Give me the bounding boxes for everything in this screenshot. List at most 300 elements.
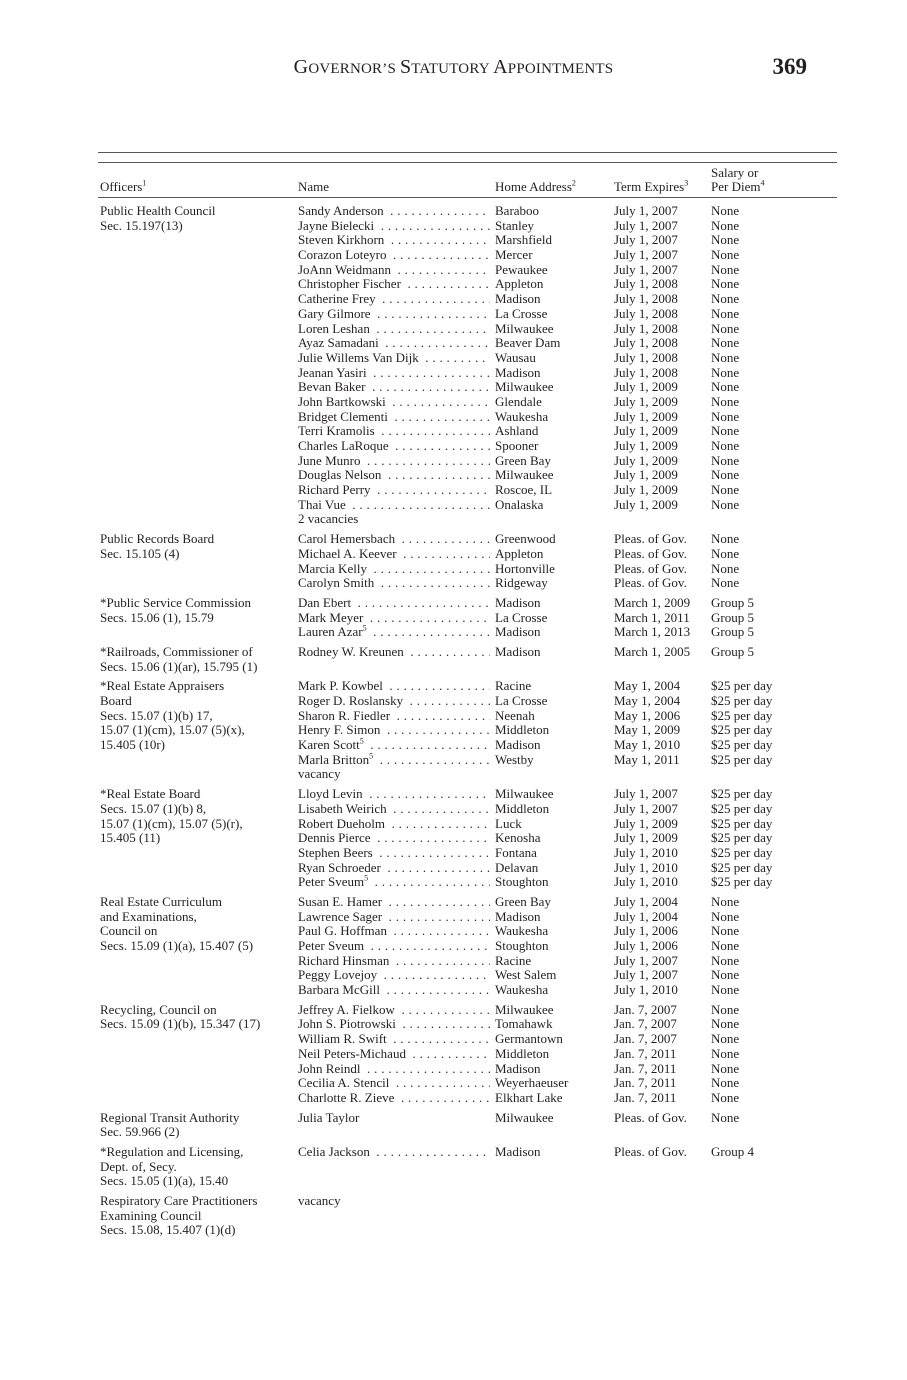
table-row bbox=[0, 576, 907, 591]
appointee-name-text: Stephen Beers bbox=[298, 846, 376, 860]
appointee-name bbox=[298, 1003, 490, 1018]
appointee-name bbox=[298, 439, 490, 454]
home-address: Milwaukee bbox=[495, 320, 554, 336]
appointee-name bbox=[298, 322, 490, 337]
table-row bbox=[0, 1125, 907, 1140]
appointee-name-text: Loren Leshan bbox=[298, 322, 373, 336]
salary: Group 4 bbox=[711, 1143, 754, 1159]
salary: None bbox=[711, 982, 740, 998]
term-expires: Jan. 7, 2007 bbox=[614, 1001, 677, 1017]
salary: None bbox=[711, 952, 740, 968]
term-expires: July 1, 2007 bbox=[614, 967, 678, 983]
home-address: Germantown bbox=[495, 1031, 563, 1047]
home-address: Marshfield bbox=[495, 232, 553, 248]
salary: None bbox=[711, 408, 740, 424]
term-expires: July 1, 2009 bbox=[614, 815, 678, 831]
salary: None bbox=[711, 1016, 740, 1032]
agency-group bbox=[0, 532, 907, 591]
appointee-name bbox=[298, 468, 490, 483]
appointee-name bbox=[298, 723, 490, 738]
agency-line: 15.07 (1)(cm), 15.07 (5)(r), bbox=[100, 815, 243, 831]
agency-group bbox=[0, 596, 907, 640]
salary: None bbox=[711, 423, 740, 439]
term-expires: July 1, 2008 bbox=[614, 291, 678, 307]
home-address: Madison bbox=[495, 291, 541, 307]
salary: $25 per day bbox=[711, 815, 773, 831]
home-address: Milwaukee bbox=[495, 1109, 554, 1125]
salary: Group 5 bbox=[711, 624, 754, 640]
appointee-name bbox=[298, 1194, 490, 1209]
appointee-name-text: Charles LaRoque bbox=[298, 439, 392, 453]
term-expires: July 1, 2010 bbox=[614, 874, 678, 890]
appointee-name bbox=[298, 1209, 490, 1224]
appointee-name-text: Corazon Loteyro bbox=[298, 248, 389, 262]
home-address: Milwaukee bbox=[495, 467, 554, 483]
term-expires: July 1, 2008 bbox=[614, 276, 678, 292]
table-row bbox=[0, 1145, 907, 1160]
home-address: Luck bbox=[495, 815, 522, 831]
appointee-name bbox=[298, 954, 490, 969]
appointee-name-text: Richard Perry bbox=[298, 483, 374, 497]
table-row bbox=[0, 787, 907, 802]
table-row bbox=[0, 1076, 907, 1091]
appointee-name-text: Dan Ebert bbox=[298, 596, 354, 610]
table-row bbox=[0, 875, 907, 890]
table-row bbox=[0, 263, 907, 278]
table-row bbox=[0, 679, 907, 694]
term-expires: May 1, 2010 bbox=[614, 737, 681, 753]
appointee-name bbox=[298, 983, 490, 998]
appointee-name bbox=[298, 787, 490, 802]
term-expires: July 1, 2009 bbox=[614, 408, 678, 424]
agency-line: and Examinations, bbox=[100, 908, 197, 924]
header-rule-upper bbox=[98, 162, 837, 163]
table-row bbox=[0, 512, 907, 527]
appointee-name bbox=[298, 753, 490, 768]
salary: $25 per day bbox=[711, 874, 773, 890]
appointee-name-text bbox=[298, 1125, 301, 1139]
salary: None bbox=[711, 364, 740, 380]
term-expires: July 1, 2009 bbox=[614, 467, 678, 483]
agency-line: Public Records Board bbox=[100, 531, 215, 547]
home-address: Stanley bbox=[495, 217, 534, 233]
appointee-name bbox=[298, 1047, 490, 1062]
agency-line: Secs. 15.07 (1)(b) 8, bbox=[100, 800, 207, 816]
agency-line: Respiratory Care Practitioners bbox=[100, 1193, 258, 1208]
home-address: Roscoe, IL bbox=[495, 482, 553, 498]
appointee-name-text: Dennis Pierce bbox=[298, 831, 374, 845]
salary: None bbox=[711, 967, 740, 983]
appointee-name bbox=[298, 1125, 490, 1140]
agency-line: Sec. 15.105 (4) bbox=[100, 545, 180, 561]
appointee-name bbox=[298, 424, 490, 439]
appointee-name-text: Jeffrey A. Fielkow bbox=[298, 1003, 398, 1017]
appointee-name bbox=[298, 1223, 490, 1238]
appointee-name bbox=[298, 802, 490, 817]
table-row bbox=[0, 861, 907, 876]
salary: None bbox=[711, 531, 740, 547]
home-address: Madison bbox=[495, 1143, 541, 1159]
salary: None bbox=[711, 893, 740, 909]
appointee-name-text bbox=[298, 1174, 301, 1188]
home-address: Onalaska bbox=[495, 496, 544, 512]
home-address: Racine bbox=[495, 678, 532, 694]
table-row bbox=[0, 439, 907, 454]
appointee-name bbox=[298, 1017, 490, 1032]
salary: $25 per day bbox=[711, 830, 773, 846]
home-address: Racine bbox=[495, 952, 532, 968]
appointee-name bbox=[298, 219, 490, 234]
term-expires: Jan. 7, 2011 bbox=[614, 1045, 677, 1061]
appointee-name-text: 2 vacancies bbox=[298, 512, 361, 526]
appointee-name bbox=[298, 307, 490, 322]
appointee-name-text: Michael A. Keever bbox=[298, 547, 400, 561]
term-expires: Pleas. of Gov. bbox=[614, 1109, 687, 1125]
salary: None bbox=[711, 923, 740, 939]
term-expires: July 1, 2009 bbox=[614, 379, 678, 395]
term-expires: July 1, 2007 bbox=[614, 952, 678, 968]
table-row bbox=[0, 895, 907, 910]
table-row bbox=[0, 596, 907, 611]
home-address: Westby bbox=[495, 751, 534, 767]
table-row bbox=[0, 1209, 907, 1224]
appointee-name-text: Richard Hinsman bbox=[298, 954, 392, 968]
home-address: Milwaukee bbox=[495, 1001, 554, 1017]
appointee-name-text: Susan E. Hamer bbox=[298, 895, 385, 909]
appointee-name-text: Jeanan Yasiri bbox=[298, 366, 370, 380]
home-address: Fontana bbox=[495, 844, 537, 860]
table-row bbox=[0, 562, 907, 577]
appointee-name bbox=[298, 660, 490, 675]
appointee-name-text: Paul G. Hoffman bbox=[298, 924, 390, 938]
agency-group bbox=[0, 679, 907, 782]
home-address: Middleton bbox=[495, 1045, 550, 1061]
appointee-name bbox=[298, 611, 490, 626]
table-row bbox=[0, 322, 907, 337]
home-address: Green Bay bbox=[495, 452, 551, 468]
table-row bbox=[0, 277, 907, 292]
appointee-name bbox=[298, 532, 490, 547]
appointee-name bbox=[298, 1076, 490, 1091]
home-address: Appleton bbox=[495, 545, 544, 561]
appointee-name-text: Julia Taylor bbox=[298, 1111, 362, 1125]
home-address: Hortonville bbox=[495, 560, 555, 576]
table-row bbox=[0, 983, 907, 998]
agency-group bbox=[0, 1145, 907, 1189]
salary: None bbox=[711, 393, 740, 409]
agency-line: Secs. 15.09 (1)(a), 15.407 (5) bbox=[100, 938, 254, 954]
table-row bbox=[0, 954, 907, 969]
term-expires: Pleas. of Gov. bbox=[614, 1143, 687, 1159]
salary: None bbox=[711, 335, 740, 351]
term-expires: July 1, 2010 bbox=[614, 844, 678, 860]
table-row bbox=[0, 1111, 907, 1126]
appointee-name-text: Mark Meyer bbox=[298, 611, 366, 625]
term-expires: March 1, 2011 bbox=[614, 609, 690, 625]
table-row bbox=[0, 454, 907, 469]
table-row bbox=[0, 660, 907, 675]
term-expires: March 1, 2005 bbox=[614, 643, 691, 659]
home-address: La Crosse bbox=[495, 609, 548, 625]
term-expires: July 1, 2004 bbox=[614, 908, 678, 924]
salary: None bbox=[711, 261, 740, 277]
appointee-name-text: Ayaz Samadani bbox=[298, 336, 382, 350]
home-address: Ashland bbox=[495, 423, 539, 439]
footnote-marker: 5 bbox=[369, 752, 374, 761]
appointee-name-text: Gary Gilmore bbox=[298, 307, 374, 321]
column-header-home-address: Home Address$^2$ bbox=[495, 178, 576, 194]
agency-group bbox=[0, 787, 907, 890]
home-address: Waukesha bbox=[495, 982, 549, 998]
salary: None bbox=[711, 496, 740, 512]
term-expires: March 1, 2009 bbox=[614, 594, 691, 610]
home-address: Pewaukee bbox=[495, 261, 548, 277]
home-address: Madison bbox=[495, 908, 541, 924]
term-expires: July 1, 2007 bbox=[614, 232, 678, 248]
term-expires: July 1, 2009 bbox=[614, 482, 678, 498]
term-expires: July 1, 2007 bbox=[614, 800, 678, 816]
home-address: Wausau bbox=[495, 349, 536, 365]
appointee-name-text: Karen Scott$^5$ bbox=[298, 738, 367, 752]
salary: None bbox=[711, 467, 740, 483]
salary: None bbox=[711, 1089, 740, 1105]
appointee-name bbox=[298, 831, 490, 846]
appointee-name-text: Ryan Schroeder bbox=[298, 861, 384, 875]
appointee-name bbox=[298, 576, 490, 591]
appointee-name-text bbox=[298, 1160, 301, 1174]
term-expires: Pleas. of Gov. bbox=[614, 531, 687, 547]
agency-line: Board bbox=[100, 693, 132, 709]
salary: None bbox=[711, 203, 740, 218]
agency-group bbox=[0, 1003, 907, 1106]
agency-line: Examining Council bbox=[100, 1207, 202, 1223]
appointee-name-text: Lloyd Levin bbox=[298, 787, 366, 801]
appointee-name-text: Lisabeth Weirich bbox=[298, 802, 390, 816]
agency-line: Recycling, Council on bbox=[100, 1001, 217, 1017]
term-expires: May 1, 2004 bbox=[614, 693, 681, 708]
appointee-name bbox=[298, 410, 490, 425]
agency-group bbox=[0, 645, 907, 674]
appointee-name-text: Charlotte R. Zieve bbox=[298, 1091, 397, 1105]
table-row bbox=[0, 1091, 907, 1106]
salary: None bbox=[711, 1075, 740, 1091]
salary: None bbox=[711, 1001, 740, 1017]
term-expires: Pleas. of Gov. bbox=[614, 560, 687, 576]
term-expires: July 1, 2007 bbox=[614, 247, 678, 263]
home-address: Middleton bbox=[495, 800, 550, 816]
table-row bbox=[0, 1174, 907, 1189]
home-address: Waukesha bbox=[495, 923, 549, 939]
salary: Group 5 bbox=[711, 643, 754, 659]
appointee-name-text bbox=[298, 1223, 301, 1237]
appointee-name bbox=[298, 498, 490, 513]
home-address: Mercer bbox=[495, 247, 533, 263]
appointee-name-text: Cecilia A. Stencil bbox=[298, 1076, 392, 1090]
agency-line: Sec. 59.966 (2) bbox=[100, 1124, 180, 1140]
term-expires: July 1, 2008 bbox=[614, 364, 678, 380]
appointee-name bbox=[298, 1091, 490, 1106]
appointee-name bbox=[298, 233, 490, 248]
home-address: Kenosha bbox=[495, 830, 541, 846]
salary: None bbox=[711, 232, 740, 248]
agency-line: *Railroads, Commissioner of bbox=[100, 643, 253, 659]
appointee-name-text: Mark P. Kowbel bbox=[298, 679, 386, 693]
agency-line: Secs. 15.07 (1)(b) 17, bbox=[100, 707, 213, 723]
salary: Group 5 bbox=[711, 609, 754, 625]
appointee-name-text: Roger D. Roslansky bbox=[298, 694, 406, 708]
agency-line: Public Health Council bbox=[100, 203, 216, 218]
table-row bbox=[0, 307, 907, 322]
appointee-name bbox=[298, 248, 490, 263]
appointee-name-text: Rodney W. Kreunen bbox=[298, 645, 407, 659]
agency-line: 15.405 (10r) bbox=[100, 737, 165, 753]
term-expires: July 1, 2006 bbox=[614, 923, 678, 939]
term-expires: May 1, 2011 bbox=[614, 751, 680, 767]
agency-line: Secs. 15.09 (1)(b), 15.347 (17) bbox=[100, 1016, 261, 1032]
home-address: Baraboo bbox=[495, 203, 540, 218]
table-row bbox=[0, 694, 907, 709]
home-address: Tomahawk bbox=[495, 1016, 553, 1032]
appointee-name bbox=[298, 679, 490, 694]
appointee-name-text: William R. Swift bbox=[298, 1032, 390, 1046]
appointee-name-text: Peter Sveum$^5$ bbox=[298, 875, 371, 889]
term-expires: July 1, 2010 bbox=[614, 859, 678, 875]
home-address: Waukesha bbox=[495, 408, 549, 424]
salary: None bbox=[711, 560, 740, 576]
table-row bbox=[0, 483, 907, 498]
appointee-name-text: Henry F. Simon bbox=[298, 723, 383, 737]
home-address: Green Bay bbox=[495, 893, 551, 909]
appointee-name bbox=[298, 351, 490, 366]
table-row bbox=[0, 380, 907, 395]
term-expires: May 1, 2009 bbox=[614, 722, 681, 738]
salary: None bbox=[711, 276, 740, 292]
home-address: Beaver Dam bbox=[495, 335, 561, 351]
appointee-name bbox=[298, 483, 490, 498]
appointee-name-text: Terri Kramolis bbox=[298, 424, 378, 438]
agency-group bbox=[0, 895, 907, 998]
table-row bbox=[0, 1047, 907, 1062]
term-expires: Jan. 7, 2007 bbox=[614, 1016, 677, 1032]
home-address: Neenah bbox=[495, 707, 535, 723]
appointee-name bbox=[298, 767, 490, 782]
appointee-name bbox=[298, 204, 490, 219]
appointee-name-text: Celia Jackson bbox=[298, 1145, 373, 1159]
home-address: Middleton bbox=[495, 722, 550, 738]
appointee-name-text: Neil Peters-Michaud bbox=[298, 1047, 409, 1061]
appointee-name-text: Thai Vue bbox=[298, 498, 349, 512]
appointee-name-text: Marcia Kelly bbox=[298, 562, 370, 576]
agency-group bbox=[0, 1194, 907, 1238]
salary: $25 per day bbox=[711, 722, 773, 738]
agency-line: 15.405 (11) bbox=[100, 830, 161, 846]
appointee-name bbox=[298, 1174, 490, 1189]
term-expires: March 1, 2013 bbox=[614, 624, 691, 640]
agency-line: Secs. 15.06 (1), 15.79 bbox=[100, 609, 214, 625]
appointee-name bbox=[298, 1032, 490, 1047]
salary: None bbox=[711, 908, 740, 924]
term-expires: Pleas. of Gov. bbox=[614, 575, 687, 591]
salary: None bbox=[711, 291, 740, 307]
appointee-name bbox=[298, 861, 490, 876]
table-row bbox=[0, 645, 907, 660]
home-address: Stoughton bbox=[495, 874, 549, 890]
table-row bbox=[0, 709, 907, 724]
appointee-name-text: vacancy bbox=[298, 1194, 344, 1208]
appointee-name bbox=[298, 562, 490, 577]
appointee-name bbox=[298, 645, 490, 660]
salary: Group 5 bbox=[711, 594, 754, 610]
term-expires: July 1, 2009 bbox=[614, 438, 678, 453]
appointee-name-text: Peter Sveum bbox=[298, 939, 367, 953]
home-address: Appleton bbox=[495, 276, 544, 292]
term-expires: Jan. 7, 2011 bbox=[614, 1089, 677, 1105]
salary: None bbox=[711, 217, 740, 233]
appointee-name bbox=[298, 395, 490, 410]
term-expires: Jan. 7, 2011 bbox=[614, 1060, 677, 1076]
appointee-name-text: Marla Britton$^5$ bbox=[298, 753, 376, 767]
term-expires: July 1, 2009 bbox=[614, 452, 678, 468]
salary: None bbox=[711, 379, 740, 395]
appointee-name-text bbox=[298, 660, 301, 674]
footnote-marker: 5 bbox=[359, 738, 364, 746]
appointee-name-text bbox=[298, 1209, 301, 1223]
appointee-name bbox=[298, 924, 490, 939]
table-row bbox=[0, 336, 907, 351]
salary: None bbox=[711, 247, 740, 263]
salary: None bbox=[711, 349, 740, 365]
term-expires: July 1, 2007 bbox=[614, 217, 678, 233]
appointee-name bbox=[298, 910, 490, 925]
appointee-name bbox=[298, 895, 490, 910]
appointee-name-text: Catherine Frey bbox=[298, 292, 379, 306]
appointee-name bbox=[298, 292, 490, 307]
page-number: 369 bbox=[772, 54, 807, 79]
appointee-name bbox=[298, 1160, 490, 1175]
table-row bbox=[0, 753, 907, 768]
table-row bbox=[0, 1032, 907, 1047]
table-row bbox=[0, 248, 907, 263]
home-address: Ridgeway bbox=[495, 575, 548, 591]
term-expires: July 1, 2010 bbox=[614, 982, 678, 998]
term-expires: July 1, 2008 bbox=[614, 305, 678, 321]
salary: None bbox=[711, 305, 740, 321]
appointee-name bbox=[298, 547, 490, 562]
home-address: Milwaukee bbox=[495, 379, 554, 395]
table-row bbox=[0, 910, 907, 925]
appointee-name-text: Carol Hemersbach bbox=[298, 532, 398, 546]
running-header: GOVERNOR’S STATUTORY APPOINTMENTS bbox=[293, 56, 614, 78]
term-expires: July 1, 2004 bbox=[614, 893, 678, 909]
appointee-name-text: Peggy Lovejoy bbox=[298, 968, 380, 982]
salary: None bbox=[711, 482, 740, 498]
table-row bbox=[0, 1160, 907, 1175]
term-expires: July 1, 2007 bbox=[614, 786, 678, 802]
home-address: Madison bbox=[495, 624, 541, 640]
table-row bbox=[0, 924, 907, 939]
appointee-name-text: Lawrence Sager bbox=[298, 910, 385, 924]
table-row bbox=[0, 831, 907, 846]
salary: $25 per day bbox=[711, 737, 773, 753]
agency-line: Real Estate Curriculum bbox=[100, 893, 223, 909]
agency-line: Dept. of, Secy. bbox=[100, 1158, 177, 1174]
table-row bbox=[0, 738, 907, 753]
term-expires: July 1, 2009 bbox=[614, 830, 678, 846]
salary: $25 per day bbox=[711, 844, 773, 860]
agency-line: Secs. 15.06 (1)(ar), 15.795 (1) bbox=[100, 658, 258, 674]
appointee-name bbox=[298, 738, 490, 753]
salary: $25 per day bbox=[711, 707, 773, 723]
